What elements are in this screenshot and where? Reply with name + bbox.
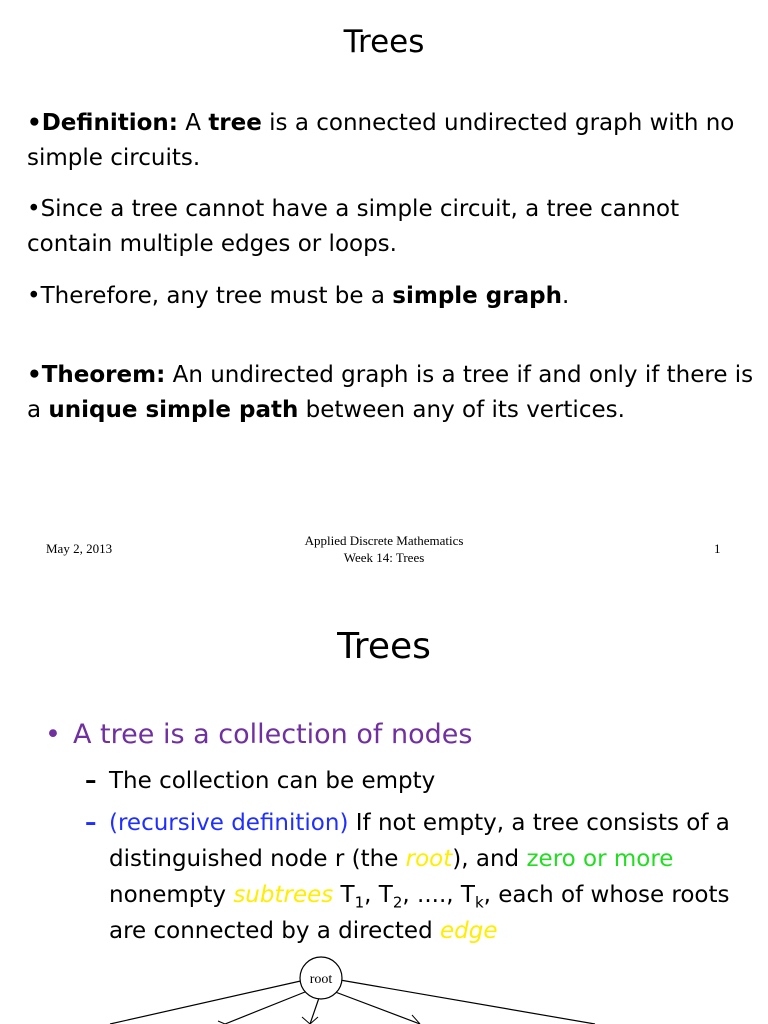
- definition-term: tree: [208, 110, 262, 136]
- edge-line: [330, 990, 420, 1024]
- main-bullet: [45, 715, 472, 755]
- sub-bullet-dash: –: [85, 768, 97, 794]
- edge-line: [302, 1017, 310, 1024]
- simple-graph-text-2: .: [561, 283, 570, 309]
- main-bullet-text: A tree is a collection of nodes: [73, 719, 473, 750]
- definition-paragraph: [27, 106, 757, 176]
- subscript-1: 1: [354, 893, 365, 912]
- sub-bullet-dash-blue: –: [85, 810, 97, 836]
- theorem-text-2: between any of its vertices.: [298, 397, 625, 423]
- recursive-definition-label: (recursive definition): [109, 810, 349, 836]
- recursive-text-3: nonempty: [109, 882, 234, 908]
- footer-date: May 2, 2013: [46, 541, 113, 556]
- footer-week: Week 14: Trees: [343, 550, 425, 565]
- root-node-label: root: [309, 972, 333, 987]
- subtrees-term: subtrees: [233, 882, 334, 908]
- definition-text-2: is a connected undirected graph with no simple circuits.: [27, 110, 735, 171]
- edge-term: edge: [440, 918, 498, 944]
- bullet-symbol: •: [45, 719, 61, 750]
- recursive-text-6: , ...., T: [402, 882, 475, 908]
- recursive-text-2: ), and: [452, 846, 527, 872]
- recursive-text-1: If not empty, a tree consists of a distinguished node r (the: [109, 810, 730, 872]
- root-term: root: [405, 846, 453, 872]
- circuit-paragraph: •Since a tree cannot have a simple circuit, a tree cannot contain multiple edges or loops.: [27, 196, 680, 257]
- footer-course-title: Applied Discrete Mathematics: [304, 533, 464, 548]
- simple-graph-term: simple graph: [392, 283, 562, 309]
- theorem-term: unique simple path: [48, 397, 299, 423]
- slide1-title: Trees: [343, 24, 425, 60]
- recursive-text-5: , T: [364, 882, 393, 908]
- footer-course: [234, 532, 534, 566]
- zero-or-more-term: zero or more: [526, 846, 674, 872]
- definition-lead: •Definition:: [27, 110, 178, 136]
- sub-bullet-empty-text: The collection can be empty: [109, 768, 436, 794]
- recursive-text-7: , each of whose roots are connected by a directed: [109, 882, 730, 944]
- theorem-paragraph: [27, 358, 757, 428]
- sub-bullet-empty: [85, 763, 745, 799]
- footer-page-number: 1: [714, 541, 721, 556]
- subscript-2: 2: [392, 893, 403, 912]
- edge-line: [340, 980, 595, 1024]
- tree-diagram: [40, 945, 760, 1024]
- sub-bullet-recursive: [85, 805, 749, 949]
- subscript-k: k: [474, 893, 484, 912]
- simple-graph-paragraph: [27, 279, 757, 314]
- theorem-lead: •Theorem:: [27, 362, 166, 388]
- theorem-text-1: An undirected graph is a tree if and only if there is a: [27, 362, 754, 423]
- simple-graph-text-1: •Therefore, any tree must be a: [27, 283, 393, 309]
- recursive-text-4: T: [333, 882, 355, 908]
- definition-text-1: A: [177, 110, 209, 136]
- slide2-title: Trees: [337, 626, 431, 667]
- edge-line: [110, 980, 305, 1024]
